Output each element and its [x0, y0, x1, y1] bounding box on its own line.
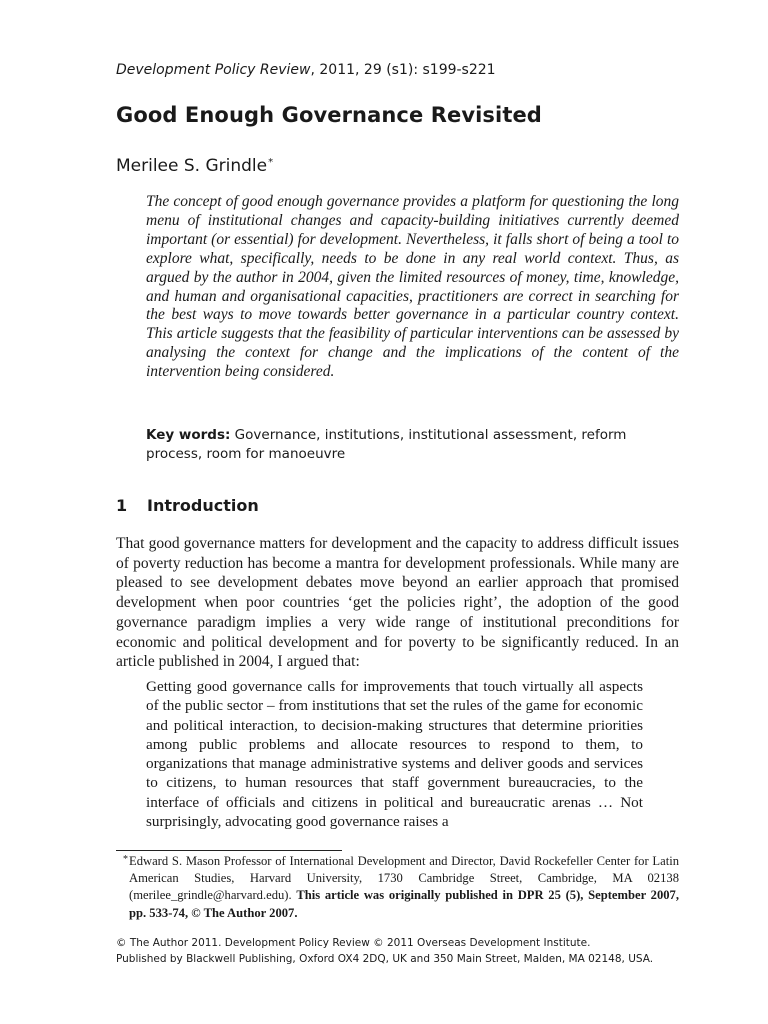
- copyright-line-2: Published by Blackwell Publishing, Oxford OX4 2DQ, UK and 350 Main Street, Malden, MA 02148, USA.: [116, 953, 654, 965]
- journal-citation: [116, 62, 496, 78]
- copyright-notice: [116, 935, 716, 967]
- footnote-mark: *: [123, 854, 128, 865]
- footnote-publication-note: This article was originally published in DPR 25 (5), September 2007, pp. 533-74, © The Author 2007.: [129, 888, 679, 920]
- intro-paragraph: That good governance matters for development and the capacity to address difficult issues of poverty reduction has become a mantra for development professionals. While many are pleased to see development debates move beyond an earlier approach that promised development when poor countries ‘get the policies right’, the adoption of the good governance paradigm implies a very wide range of institutional preconditions for economic and political development and for poverty to be significantly reduced. In an article published in 2004, I argued that:: [116, 535, 679, 671]
- abstract: The concept of good enough governance provides a platform for questioning the long menu of institutional changes and capacity-building initiatives currently deemed important (or essential) for development. Nevertheless, it falls short of being a tool to explore what, specifically, needs to be done in any real world context. Thus, as argued by the author in 2004, given the limited resources of money, time, knowledge, and human and organisational capacities, practitioners are correct in searching for the best ways to move towards better governance in a particular country context. This article suggests that the feasibility of particular interventions can be assessed by analysing the context for change and the implications of the content of the intervention being considered.: [146, 193, 679, 381]
- keywords-label: Key words:: [146, 427, 231, 443]
- footnote-divider: [116, 850, 342, 851]
- author-name: Merilee S. Grindle: [116, 156, 268, 176]
- block-quote: Getting good governance calls for improvements that touch virtually all aspects of the public sector – from institutions that set the rules of the game for economic and political interaction, to decision-making structures that determine priorities among public problems and allocate resources to respond to them, to organizations that manage administrative systems and deliver goods and services to citizens, to human resources that staff government bureaucracies, to the interface of officials and citizens in political and bureaucratic arenas … Not surprisingly, advocating good governance raises a: [146, 678, 643, 831]
- article-title: Good Enough Governance Revisited: [116, 103, 542, 127]
- section-number: 1: [116, 496, 128, 515]
- footnote-text: Edward S. Mason Professor of International Development and Director, David Rockefeller Center for Latin American Studies, Harvard University, 1730 Cambridge Street, Cambridge, MA 02138 (merilee_grindle@harvard.edu).: [129, 854, 679, 903]
- journal-name: Development Policy Review: [116, 62, 311, 78]
- footnote: [123, 853, 679, 922]
- section-heading: [116, 496, 259, 515]
- keywords: [146, 426, 646, 464]
- keywords-text: Governance, institutions, institutional assessment, reform process, room for manoeuvre: [146, 427, 627, 462]
- author-line: [116, 156, 273, 176]
- copyright-line-1: © The Author 2011. Development Policy Review © 2011 Overseas Development Institute.: [116, 937, 591, 949]
- journal-volume-pages: , 2011, 29 (s1): s199-s221: [310, 62, 496, 78]
- author-footnote-mark[interactable]: *: [268, 157, 274, 168]
- section-title: Introduction: [147, 496, 259, 515]
